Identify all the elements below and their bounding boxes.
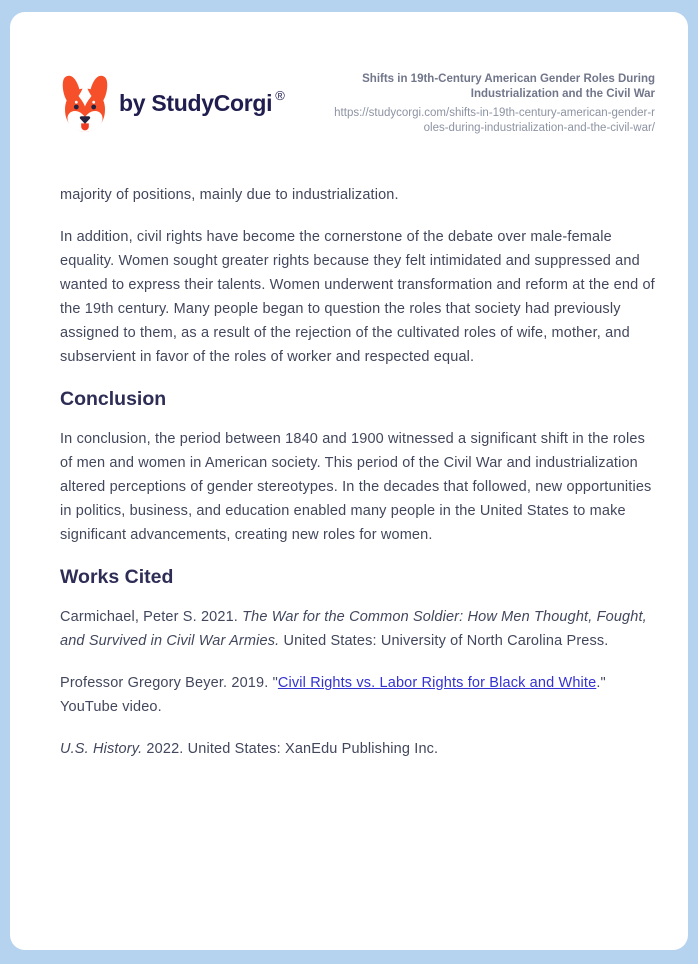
corgi-logo-icon bbox=[60, 73, 110, 134]
paragraph-continuation: majority of positions, mainly due to industrialization. bbox=[60, 187, 399, 203]
brand-name: by StudyCorgi bbox=[119, 90, 273, 116]
citation-text: 2022. United States: XanEdu Publishing Inc. bbox=[142, 741, 439, 757]
page-header bbox=[60, 72, 655, 135]
document-content bbox=[60, 183, 655, 761]
document-card bbox=[10, 12, 688, 950]
registered-trademark-icon: ® bbox=[275, 88, 285, 104]
citation-book-title: U.S. History. bbox=[60, 741, 143, 757]
document-meta bbox=[333, 72, 655, 135]
paragraph-civil-rights: In addition, civil rights have become the cornerstone of the debate over male-female equality. Women sought greater rights because they felt intimidated and suppressed and wanted to express their talents. Women underwent transformation and reform at the end of the 19th century. Many people began to question the roles that society had previously assigned to them, as a result of the rejection of the cultivated roles of wife, mother, and subservient in favor of the roles of worker and respected equal. bbox=[60, 229, 655, 365]
citation-text: ." YouTube video. bbox=[60, 675, 606, 715]
citation-us-history bbox=[60, 737, 655, 761]
document-title: Shifts in 19th-Century American Gender Roles During Industrialization and the Civil War bbox=[362, 73, 655, 100]
brand-text bbox=[119, 90, 285, 117]
citation-link[interactable]: Civil Rights vs. Labor Rights for Black and White bbox=[277, 675, 597, 691]
conclusion-heading: Conclusion bbox=[60, 388, 167, 410]
citation-beyer bbox=[60, 671, 655, 719]
works-cited-heading: Works Cited bbox=[60, 566, 174, 588]
citation-book-title: The War for the Common Soldier: How Men Thought, Fought, and Survived in Civil War Armies. bbox=[60, 609, 647, 649]
document-url: https://studycorgi.com/shifts-in-19th-century-american-gender-roles-during-industrialization-and-the-civil-war/ bbox=[334, 107, 655, 134]
citation-text: United States: University of North Carolina Press. bbox=[279, 633, 609, 649]
citation-carmichael bbox=[60, 605, 655, 653]
conclusion-paragraph: In conclusion, the period between 1840 and 1900 witnessed a significant shift in the roles of men and women in American society. This period of the Civil War and industrialization altered perceptions of gender stereotypes. In the decades that followed, new opportunities in politics, business, and education enabled many people in the United States to make significant advancements, creating new roles for women. bbox=[60, 431, 652, 543]
citation-text: Carmichael, Peter S. 2021. bbox=[60, 609, 243, 625]
studycorgi-logo bbox=[60, 73, 285, 134]
citation-text: Professor Gregory Beyer. 2019. " bbox=[60, 675, 278, 691]
